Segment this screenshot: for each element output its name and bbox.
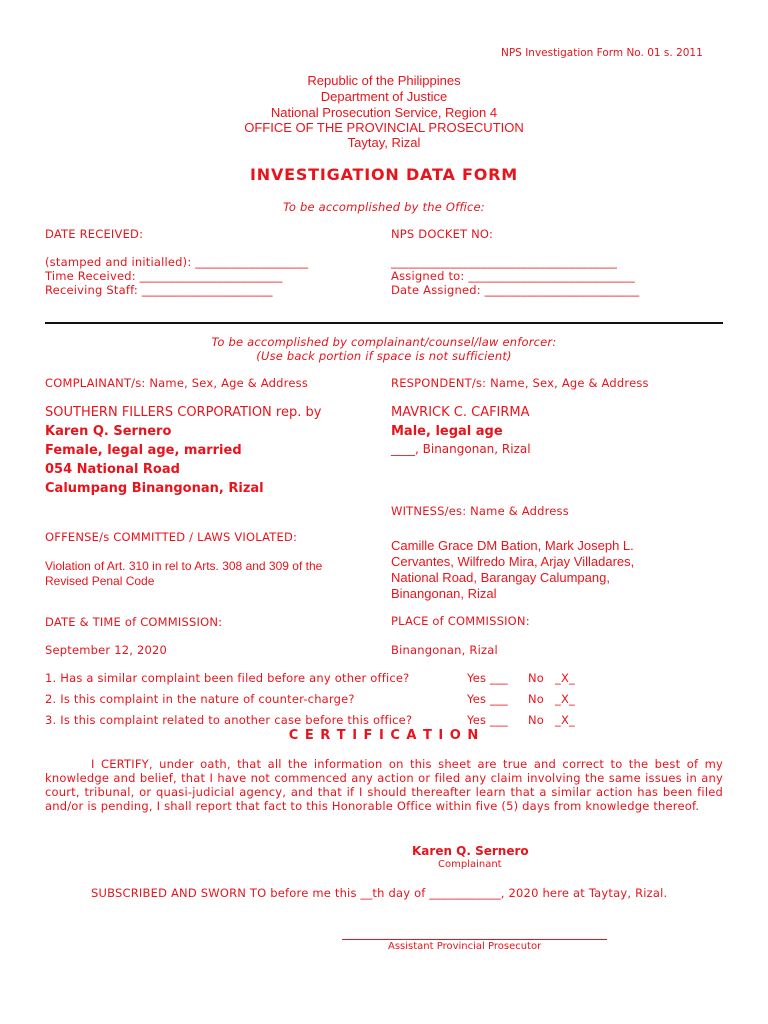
complainant-label: COMPLAINANT/s: Name, Sex, Age & Address [45, 376, 309, 390]
witness-line-2: Cervantes, Wilfredo Mira, Arjay Villadares, [391, 554, 635, 569]
receiving-staff-field: Receiving Staff: ______________________ [45, 283, 273, 297]
offense-label: OFFENSE/s COMMITTED / LAWS VIOLATED: [45, 530, 298, 544]
office-note: To be accomplished by the Office: [283, 200, 485, 214]
header-location: Taytay, Rizal [347, 135, 421, 150]
form-title: INVESTIGATION DATA FORM [250, 165, 518, 184]
question-1-yes: Yes ___ [467, 671, 508, 685]
certification-title: C E R T I F I C A T I O N [288, 728, 480, 743]
header-department: Department of Justice [320, 89, 448, 104]
respondent-line-2: Male, legal age [391, 424, 503, 439]
signer-name: Karen Q. Sernero [412, 844, 529, 858]
signer-role: Complainant [438, 859, 502, 870]
header-republic: Republic of the Philippines [307, 73, 461, 88]
form-number: NPS Investigation Form No. 01 s. 2011 [501, 47, 703, 59]
complainant-line-4: 054 National Road [45, 462, 180, 477]
offense-line-1: Violation of Art. 310 in rel to Arts. 308 and 309 of the [45, 559, 323, 573]
date-received-label: DATE RECEIVED: [45, 227, 144, 241]
docket-no-line: ______________________________________ [391, 255, 618, 269]
witness-label: WITNESS/es: Name & Address [391, 504, 569, 518]
prosecutor-title: Assistant Provincial Prosecutor [388, 941, 542, 952]
space-note: (Use back portion if space is not sufficient) [256, 349, 512, 363]
question-2-yes: Yes ___ [467, 692, 508, 706]
certification-body: I CERTIFY, under oath, that all the information on this sheet are true and correct to the best of my knowledge and belief, that I have not commenced any action or filed any claim involving the same issues in any court, tribunal, or quasi-judicial agency, and that if I should thereafter learn that a similar action has been filed and/or is pending, I shall report that fact to this Honorable Office within five (5) days from knowledge thereof. [45, 757, 723, 813]
header-office: OFFICE OF THE PROVINCIAL PROSECUTION [244, 120, 524, 135]
docket-no-label: NPS DOCKET NO: [391, 227, 494, 241]
witness-line-3: National Road, Barangay Calumpang, [391, 570, 610, 585]
place-commission-label: PLACE of COMMISSION: [391, 614, 530, 628]
witness-line-1: Camille Grace DM Bation, Mark Joseph L. [391, 538, 634, 553]
question-2-no: No [528, 692, 545, 706]
complainant-line-3: Female, legal age, married [45, 443, 242, 458]
complainant-note: To be accomplished by complainant/counsel/law enforcer: [211, 335, 557, 349]
offense-line-2: Revised Penal Code [45, 574, 155, 588]
question-3: 3. Is this complaint related to another case before this office? [45, 713, 413, 727]
question-3-answer: _X_ [555, 713, 575, 727]
question-3-yes: Yes ___ [467, 713, 508, 727]
question-1: 1. Has a similar complaint been filed before any other office? [45, 671, 410, 685]
sworn-statement: SUBSCRIBED AND SWORN TO before me this __th day of ____________, 2020 here at Taytay, Rizal. [91, 886, 668, 900]
section-divider [45, 322, 723, 324]
question-2: 2. Is this complaint in the nature of counter-charge? [45, 692, 355, 706]
assigned-to-field: Assigned to: ____________________________ [391, 269, 635, 283]
date-assigned-field: Date Assigned: __________________________ [391, 283, 640, 297]
question-2-answer: _X_ [555, 692, 575, 706]
respondent-label: RESPONDENT/s: Name, Sex, Age & Address [391, 376, 649, 390]
complainant-line-5: Calumpang Binangonan, Rizal [45, 481, 264, 496]
place-commission-value: Binangonan, Rizal [391, 643, 498, 657]
date-commission-value: September 12, 2020 [45, 643, 168, 657]
question-1-answer: _X_ [555, 671, 575, 685]
time-received-field: Time Received: ________________________ [45, 269, 283, 283]
prosecutor-signature-line [342, 939, 607, 940]
date-commission-label: DATE & TIME of COMMISSION: [45, 615, 223, 629]
respondent-line-1: MAVRICK C. CAFIRMA [391, 405, 530, 420]
header-nps: National Prosecution Service, Region 4 [270, 105, 498, 120]
respondent-line-3: ____, Binangonan, Rizal [391, 442, 531, 456]
complainant-line-1: SOUTHERN FILLERS CORPORATION rep. by [45, 405, 322, 420]
witness-line-4: Binangonan, Rizal [391, 586, 497, 601]
stamped-field: (stamped and initialled): ___________________ [45, 255, 309, 269]
complainant-line-2: Karen Q. Sernero [45, 424, 172, 439]
question-3-no: No [528, 713, 545, 727]
question-1-no: No [528, 671, 545, 685]
